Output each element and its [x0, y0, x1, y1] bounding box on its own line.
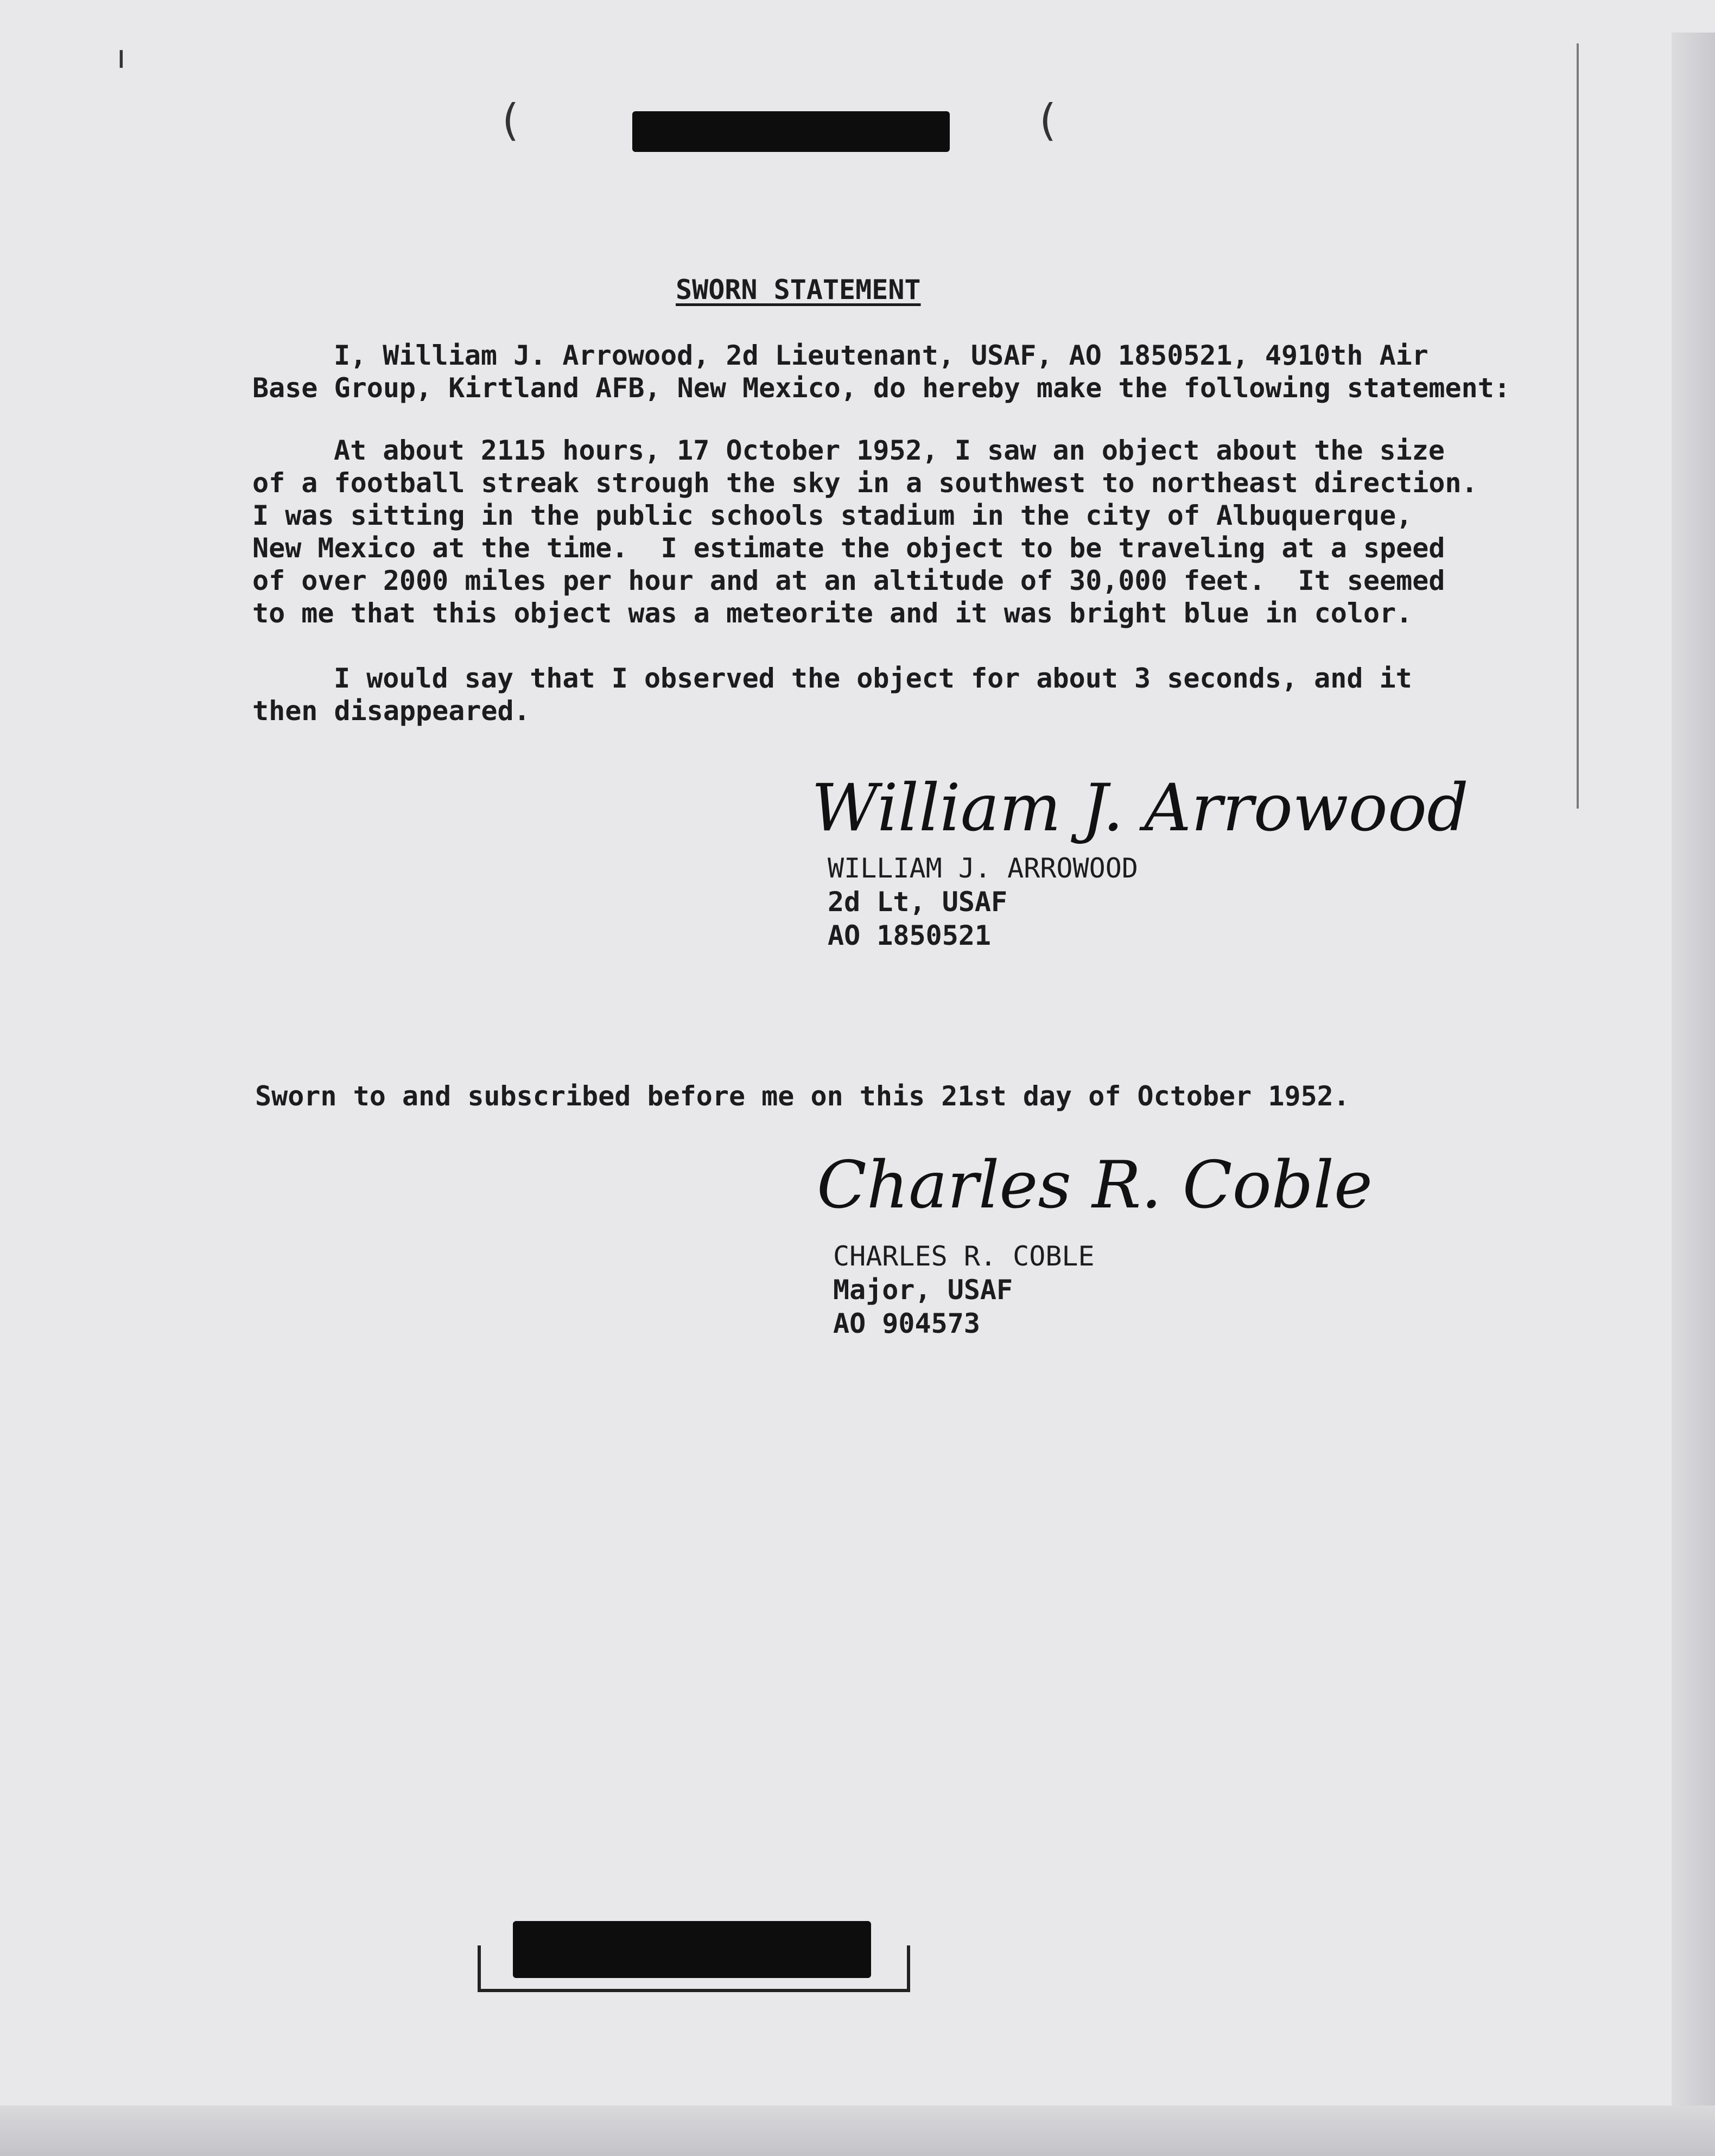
paragraph1-line-5: of over 2000 miles per hour and at an altitude of 30,000 feet. It seemed: [252, 565, 1445, 596]
paragraph1-line-1: At about 2115 hours, 17 October 1952, I saw an object about the size: [334, 435, 1445, 466]
scan-mark: (: [502, 95, 519, 145]
paragraph1-line-6: to me that this object was a meteorite and it was bright blue in color.: [252, 597, 1413, 629]
redaction-top: [632, 111, 950, 152]
signer2-serial: AO 904573: [833, 1308, 980, 1339]
scan-border-bottom: [0, 2106, 1715, 2156]
paragraph1-line-3: I was sitting in the public schools stadium in the city of Albuquerque,: [252, 500, 1413, 531]
scan-edge-line: [1577, 43, 1579, 809]
signer1-serial: AO 1850521: [828, 920, 992, 951]
paragraph2-line-1: I would say that I observed the object for about 3 seconds, and it: [334, 663, 1412, 694]
signature-coble: Charles R. Coble: [817, 1148, 1373, 1223]
scan-mark: (: [1039, 95, 1057, 145]
signer2-name: CHARLES R. COBLE: [833, 1241, 1095, 1272]
paragraph1-line-4: New Mexico at the time. I estimate the object to be traveling at a speed: [252, 532, 1445, 564]
scan-border-right: [1672, 33, 1715, 2156]
signature-arrowood: William J. Arrowood: [811, 771, 1469, 846]
signer1-rank: 2d Lt, USAF: [828, 886, 1008, 918]
signer1-name: WILLIAM J. ARROWOOD: [828, 853, 1138, 884]
signer2-rank: Major, USAF: [833, 1274, 1013, 1306]
redaction-bottom: [513, 1921, 871, 1978]
scan-mark: ı: [117, 38, 126, 76]
intro-line-1: I, William J. Arrowood, 2d Lieutenant, USAF, AO 1850521, 4910th Air: [334, 340, 1428, 371]
paragraph2-line-2: then disappeared.: [252, 695, 530, 727]
paragraph1-line-2: of a football streak strough the sky in a southwest to northeast direction.: [252, 467, 1478, 499]
sworn-line: Sworn to and subscribed before me on this 21st day of October 1952.: [255, 1080, 1350, 1112]
document-title: SWORN STATEMENT: [676, 274, 921, 306]
intro-line-2: Base Group, Kirtland AFB, New Mexico, do hereby make the following statement:: [252, 372, 1510, 404]
